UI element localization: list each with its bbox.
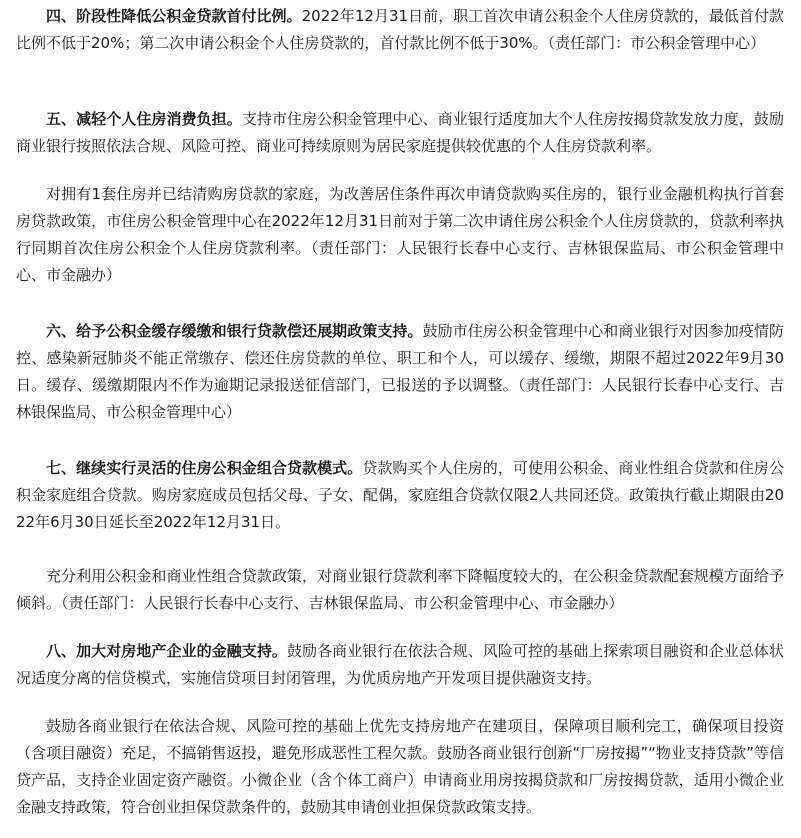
paragraph-section-5-detail: [16, 181, 784, 289]
paragraph-text: 鼓励各商业银行在依法合规、风险可控的基础上探索项目融资和企业总体状况适度分离的信贷模式，实施信贷项目封闭管理，为优质房地产开发项目提供融资支持。: [16, 642, 784, 687]
paragraph-section-8: [16, 638, 784, 692]
paragraph-section-8-detail: [16, 713, 784, 821]
paragraph-section-7-detail: [16, 563, 784, 617]
section-heading: 五、减轻个人住房消费负担。: [46, 110, 242, 128]
section-heading: 八、加大对房地产企业的金融支持。: [46, 642, 287, 660]
paragraph-section-7: [16, 455, 784, 536]
paragraph-section-5: [16, 106, 784, 160]
paragraph-text: 鼓励市住房公积金管理中心和商业银行对因参加疫情防控、感染新冠肺炎不能正常缴存、偿还住房贷款的单位、职工和个人，可以缓存、缓缴，期限不超过2022年9月30日。缓存、缓缴期限内不作为逾期记录报送征信部门，已报送的予以调整。（责任部门：人民银行长春中心支行、吉林银保监局、市公积金管理中心）: [16, 322, 784, 421]
paragraph-text: 贷款购买个人住房的，可使用公积金、商业性组合贷款和住房公积金家庭组合贷款。购房家庭成员包括父母、子女、配偶，家庭组合贷款仅限2人共同还贷。政策执行截止期限由2022年6月30日延长至2022年12月31日。: [16, 459, 784, 531]
paragraph-text: 充分利用公积金和商业性组合贷款政策，对商业银行贷款利率下降幅度较大的，在公积金贷款配套规模方面给予倾斜。（责任部门：人民银行长春中心支行、吉林银保监局、市公积金管理中心、市金融办）: [16, 567, 784, 612]
paragraph-text: 鼓励各商业银行在依法合规、风险可控的基础上优先支持房地产在建项目，保障项目顺利完工，确保项目投资（含项目融资）充足，不搞销售返投，避免形成恶性工程欠款。鼓励各商业银行创新“厂房按揭”“物业支持贷款”等信贷产品，支持企业固定资产融资。小微企业（含个体工商户）申请商业用房按揭贷款和厂房按揭贷款，适用小微企业金融支持政策，符合创业担保贷款条件的，鼓励其申请创业担保贷款政策支持。: [16, 717, 784, 816]
section-heading: 四、阶段性降低公积金贷款首付比例。: [46, 7, 302, 25]
section-heading: 七、继续实行灵活的住房公积金组合贷款模式。: [46, 459, 363, 477]
paragraph-text: 2022年12月31日前，职工首次申请公积金个人住房贷款的，最低首付款比例不低于20%；第二次申请公积金个人住房贷款的，首付款比例不低于30%。（责任部门：市公积金管理中心）: [16, 7, 784, 52]
paragraph-section-4: [16, 3, 784, 57]
paragraph-text: 对拥有1套住房并已结清购房贷款的家庭，为改善居住条件再次申请贷款购买住房的，银行业金融机构执行首套房贷款政策，市住房公积金管理中心在2022年12月31日前对于第二次申请住房公积金个人住房贷款的，贷款利率执行同期首次住房公积金个人住房贷款利率。（责任部门：人民银行长春中心支行、吉林银保监局、市公积金管理中心、市金融办）: [16, 185, 784, 284]
section-heading: 六、给予公积金缓存缓缴和银行贷款偿还展期政策支持。: [46, 322, 423, 340]
paragraph-section-6: [16, 318, 784, 426]
paragraph-text: 支持市住房公积金管理中心、商业银行适度加大个人住房按揭贷款发放力度，鼓励商业银行按照依法合规、风险可控、商业可持续原则为居民家庭提供较优惠的个人住房贷款利率。: [16, 110, 784, 155]
